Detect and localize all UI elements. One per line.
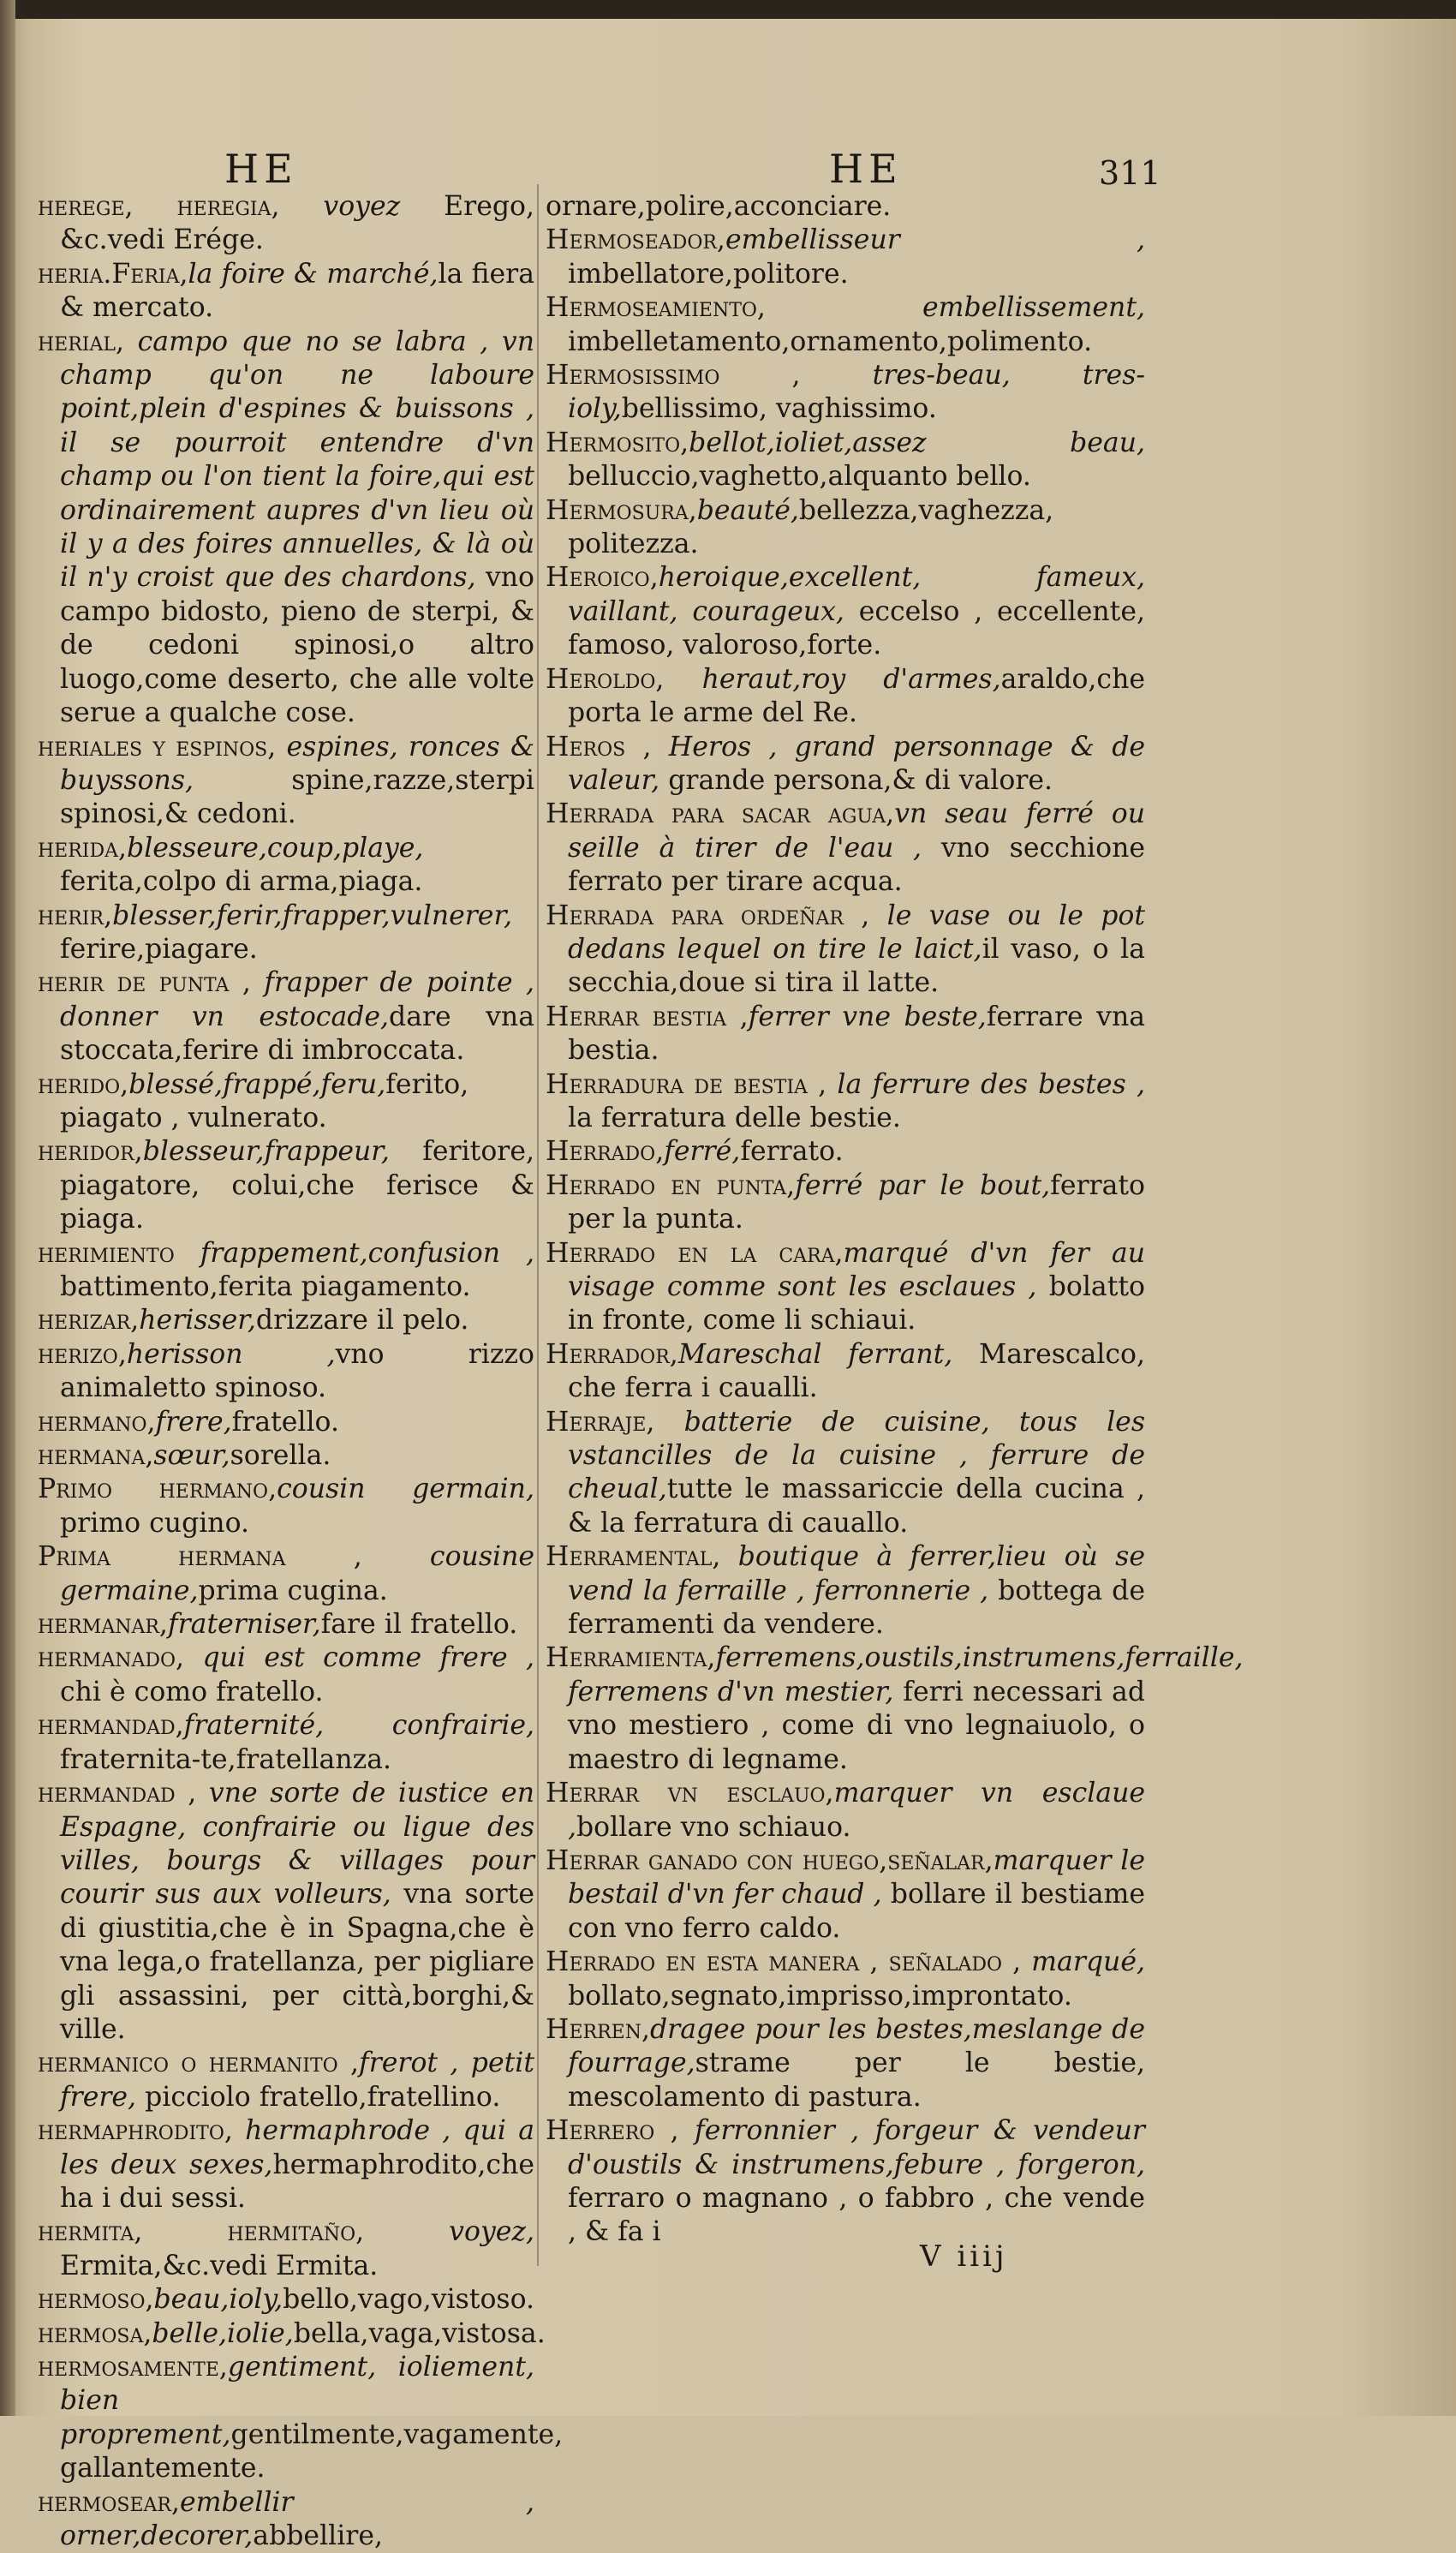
entry-french: espines, ronces & buyssons, — [60, 731, 534, 796]
entry-italian: Marescalco, che ferra i caualli. — [568, 1338, 1145, 1404]
dictionary-entry — [38, 1135, 534, 1236]
entry-french: ferré par le bout, — [795, 1169, 1051, 1201]
entry-french: embellisseur , — [725, 224, 1145, 256]
entry-italian: bellissimo, vaghissimo. — [621, 393, 937, 425]
dictionary-entry — [38, 1068, 534, 1136]
entry-italian: belluccio,vaghetto,alquanto bello. — [568, 461, 1031, 493]
dictionary-entry — [546, 1641, 1244, 1777]
entry-italian: prima cugina. — [198, 1575, 388, 1606]
column-divider — [537, 184, 539, 2266]
entry-italian: araldo,che porta le arme del Re. — [568, 663, 1145, 729]
entry-italian: vno campo bidosto, pieno de sterpi, & de cedoni spinosi,o altro luogo,come deserto, che alle volte serue a qualche cose. — [60, 562, 535, 729]
entry-french: voyez, — [364, 2216, 534, 2248]
entry-french: cousine germaine, — [60, 1541, 534, 1606]
entry-headword: herial, — [38, 326, 125, 357]
entry-italian: ferito, piagato , vulnerato. — [60, 1068, 469, 1133]
entry-italian: sorella. — [230, 1440, 331, 1472]
entry-french: marquer vn esclaue , — [568, 1778, 1145, 1843]
dictionary-entry — [38, 832, 534, 900]
entry-french: fraternité, confrairie, — [183, 1710, 534, 1742]
entry-italian: la fiera & mercato. — [60, 258, 535, 324]
entry-italian: spine,razze,sterpi spinosi,& cedoni. — [60, 764, 534, 830]
dictionary-entry — [546, 1068, 1145, 1136]
entry-french: Heros , grand personnage & de valeur, — [568, 731, 1146, 796]
entry-headword: Heroldo, — [546, 663, 665, 695]
entry-italian: ornare,polire,acconciare. — [546, 191, 892, 222]
entry-italian: bollare il bestiame con vno ferro caldo. — [568, 1879, 1145, 1944]
entry-italian: imbellatore,politore. — [568, 258, 849, 290]
dictionary-entry — [38, 2283, 534, 2317]
entry-headword: hermandad, — [38, 1710, 184, 1742]
entry-italian: la ferratura delle bestie. — [568, 1102, 901, 1133]
entry-italian: vno rizzo animaletto spinoso. — [60, 1338, 534, 1404]
entry-headword: Hermosissimo , — [546, 360, 801, 392]
entry-headword: Herrado en punta, — [546, 1169, 796, 1201]
entry-french: belle,iolie, — [152, 2317, 294, 2349]
dictionary-entry — [38, 1641, 534, 1709]
entry-italian: bollare vno schiauo. — [576, 1811, 851, 1843]
entry-headword: Primo hermano, — [38, 1474, 277, 1505]
entry-headword: heria.Feria, — [38, 258, 188, 290]
entry-italian: grande persona,& di valore. — [659, 764, 1053, 796]
entry-italian: imbelletamento,ornamento,polimento. — [568, 326, 1093, 357]
entry-headword: Herraje, — [546, 1406, 655, 1438]
entry-headword: Herradura de bestia , — [546, 1068, 827, 1100]
entry-headword: Heros , — [546, 731, 652, 762]
entry-italian: vna sorte di giustitia,che è in Spagna,che è vna lega,o fratellanza, per pigliare gli assassini, per città,borghi,& ville. — [60, 1879, 534, 2045]
entry-headword: hermosa, — [38, 2317, 152, 2349]
dictionary-entry — [38, 190, 534, 258]
entry-italian: picciolo fratello,fratellino. — [136, 2081, 501, 2113]
dictionary-entry — [38, 900, 534, 967]
dictionary-entry — [546, 1540, 1145, 1641]
entry-headword: Herrado en la cara, — [546, 1237, 844, 1269]
entry-headword: hermano, — [38, 1406, 156, 1438]
dictionary-entry — [38, 2215, 534, 2283]
dictionary-entry — [546, 798, 1145, 899]
page-number: 311 — [1099, 154, 1161, 192]
entry-headword: hermanico o hermanito , — [38, 2048, 360, 2079]
entry-italian: abbellire, — [253, 2520, 383, 2552]
entry-french: heroique,excellent, fameux, vaillant, courageux, — [568, 562, 1145, 627]
entry-headword: heridor, — [38, 1136, 143, 1168]
entry-italian: ferita,colpo di arma,piaga. — [60, 866, 423, 898]
dictionary-entry — [546, 1777, 1145, 1844]
entry-french: beau,ioly, — [153, 2284, 283, 2316]
entry-french: Mareschal ferrant, — [677, 1338, 953, 1370]
dictionary-entry — [546, 1169, 1145, 1237]
entry-french: ferremens,oustils,instrumens,ferraille, ferremens d'vn mestier, — [568, 1642, 1244, 1707]
entry-italian: eccelso , eccellente, famoso, valoroso,forte. — [568, 595, 1145, 661]
entry-french: boutique à ferrer,lieu où se vend la ferraille , ferronnerie , — [568, 1541, 1145, 1606]
entry-headword: Herramental, — [546, 1541, 721, 1573]
entry-headword: Hermoseamiento, — [546, 292, 766, 324]
entry-french: bellot,ioliet,assez beau, — [689, 427, 1145, 458]
dictionary-entry — [546, 359, 1145, 427]
entry-italian: bellezza,vaghezza, politezza. — [568, 494, 1054, 560]
entry-french: blesseur,frappeur, — [142, 1136, 390, 1168]
dictionary-entry — [38, 731, 534, 832]
entry-italian: ferrare vna bestia. — [568, 1001, 1146, 1067]
entry-french: batterie de cuisine, tous les vstancilles de la cuisine , ferrure de cheual, — [568, 1406, 1145, 1505]
dictionary-entry — [546, 561, 1145, 662]
entry-italian: bello,vago,vistoso. — [283, 2284, 535, 2316]
entry-headword: hermana, — [38, 1440, 154, 1472]
entry-french: campo que no se labra , vn champ qu'on ne laboure point,plein d'espines & buissons , il se pourroit entendre d'vn champ ou l'on tient la foire,qui est ordinairement aupres d'vn lieu où il y a des foires annuelles, & là où il n'y croist que des chardons, — [60, 326, 534, 594]
entry-italian: strame per le bestie, mescolamento di pastura. — [568, 2048, 1145, 2113]
dictionary-entry — [546, 2114, 1145, 2250]
entry-headword: herido, — [38, 1068, 129, 1100]
entry-french: marquer le bestail d'vn fer chaud , — [568, 1844, 1146, 1910]
entry-headword: herimiento — [38, 1237, 175, 1269]
dictionary-entry — [38, 1540, 534, 1608]
entry-headword: Herrar vn esclauo, — [546, 1778, 834, 1809]
entry-french: ferronnier , forgeur & vendeur d'oustils & instrumens,febure , forgeron, — [568, 2115, 1145, 2180]
dictionary-entry — [546, 224, 1145, 291]
dictionary-entry — [546, 1946, 1145, 2013]
entry-headword: hermoso, — [38, 2284, 154, 2316]
entry-italian: bella,vaga,vistosa. — [293, 2317, 546, 2349]
entry-french: heraut,roy d'armes, — [664, 663, 1001, 695]
entry-headword: hermanado, — [38, 1642, 185, 1674]
entry-headword: Herrada para ordeñar , — [546, 900, 870, 931]
entry-french: sœur, — [153, 1440, 230, 1472]
dictionary-entry — [546, 1001, 1145, 1068]
entry-italian: battimento,ferita piagamento. — [60, 1271, 471, 1302]
entry-italian: il vaso, o la secchia,doue si tira il latte. — [568, 933, 1145, 999]
entry-headword: Herrar bestia , — [546, 1001, 749, 1032]
entry-headword: herir de punta , — [38, 967, 251, 999]
entry-italian: ferraro o magnano , o fabbro , che vende , & fa i — [568, 2182, 1145, 2248]
entry-headword: Herrado, — [546, 1136, 665, 1168]
dictionary-entry — [546, 1406, 1145, 1541]
dictionary-entry — [546, 494, 1145, 562]
dictionary-entry — [38, 2047, 534, 2114]
dictionary-entry — [38, 1439, 534, 1473]
dictionary-entry — [38, 258, 534, 326]
entry-french: voyez — [279, 191, 401, 222]
entry-headword: Herrada para sacar agua, — [546, 798, 895, 830]
dictionary-entry — [38, 1473, 534, 1540]
entry-french: qui est comme frere , — [184, 1642, 534, 1674]
entry-french: hermaphrode , qui a les deux sexes, — [60, 2115, 534, 2180]
dictionary-entry — [38, 1237, 534, 1305]
entry-french: le vase ou le pot dedans lequel on tire le laict, — [568, 900, 1145, 965]
dictionary-entry — [38, 1777, 534, 2047]
entry-italian: ferrato. — [740, 1136, 844, 1168]
entry-french: blesser,ferir,frapper,vulnerer, — [112, 900, 513, 931]
entry-italian: bollato,segnato,imprisso,improntato. — [568, 1980, 1072, 2012]
entry-italian: tutte le massariccie della cucina , & la ferratura di cauallo. — [568, 1474, 1145, 1539]
dictionary-entry — [38, 2317, 546, 2351]
entry-italian: ferrato per la punta. — [568, 1169, 1145, 1235]
entry-headword: hermosamente, — [38, 2352, 228, 2383]
entry-headword: Herren, — [546, 2013, 650, 2045]
entry-headword: hermandad , — [38, 1778, 197, 1809]
dictionary-entry — [38, 2351, 564, 2486]
dictionary-entry — [546, 900, 1145, 1001]
dictionary-entry — [546, 1135, 1145, 1169]
left-column — [38, 190, 564, 2553]
right-column — [546, 190, 1244, 2250]
dictionary-entry — [38, 1338, 534, 1406]
dictionary-entry — [38, 966, 534, 1067]
dictionary-entry — [38, 2486, 534, 2553]
entry-french: blessé,frappé,feru, — [128, 1068, 386, 1100]
entry-french: frerot , petit frere, — [60, 2048, 534, 2113]
entry-italian: Erego, &c.vedi Erége. — [60, 191, 534, 256]
entry-headword: Heroico, — [546, 562, 659, 594]
entry-french: herisser, — [139, 1305, 256, 1336]
entry-italian: bottega de ferramenti da vendere. — [568, 1575, 1145, 1641]
entry-headword: Herrar ganado con huego,señalar, — [546, 1844, 994, 1876]
entry-french: frappement,confusion , — [174, 1237, 534, 1269]
entry-italian: fare il fratello. — [320, 1609, 518, 1641]
entry-italian: vno secchione ferrato per tirare acqua. — [568, 832, 1145, 898]
entry-headword: Hermoseador, — [546, 224, 725, 256]
entry-french: herisson , — [126, 1338, 336, 1370]
entry-headword: hermita, hermitaño, — [38, 2216, 365, 2248]
page-gutter — [0, 0, 15, 2416]
entry-french: dragee pour les bestes,meslange de fourrage, — [568, 2013, 1145, 2079]
entry-headword: hermaphrodito, — [38, 2115, 233, 2147]
entry-italian: gentilmente,vagamente, gallantemente. — [60, 2418, 564, 2484]
entry-headword: hermanar, — [38, 1609, 168, 1641]
entry-italian: chi è como fratello. — [60, 1676, 324, 1707]
running-head-left: HE — [224, 146, 298, 192]
entry-headword: Prima hermana , — [38, 1541, 362, 1573]
entry-italian: drizzare il pelo. — [255, 1305, 469, 1336]
entry-french: cousin germain, — [277, 1474, 534, 1505]
entry-headword: herida, — [38, 832, 128, 864]
entry-italian: feritore, piagatore, colui,che ferisce & piaga. — [60, 1136, 534, 1235]
scan-edge — [0, 0, 1456, 19]
entry-italian: ferri necessari ad vno mestiero , come di vno legnaiuolo, o maestro di legname. — [568, 1676, 1145, 1775]
signature-mark: V iiij — [920, 2239, 1008, 2274]
entry-headword: herir, — [38, 900, 113, 931]
entry-french: embellissement, — [765, 292, 1145, 324]
entry-french: fraterniser, — [167, 1609, 321, 1641]
dictionary-entry — [546, 1338, 1145, 1406]
dictionary-entry — [38, 1406, 534, 1439]
entry-headword: herizo, — [38, 1338, 127, 1370]
dictionary-entry — [546, 2013, 1145, 2114]
running-head-right: HE — [829, 146, 903, 192]
dictionary-entry — [546, 1844, 1145, 1946]
entry-headword: Herrero , — [546, 2115, 679, 2147]
entry-french: frere, — [155, 1406, 232, 1438]
entry-italian: hermaphrodito,che ha i dui sessi. — [60, 2149, 534, 2214]
dictionary-entry — [546, 190, 1145, 224]
entry-italian: dare vna stoccata,ferire di imbroccata. — [60, 1001, 534, 1067]
entry-italian: fraternita-te,fratellanza. — [60, 1743, 392, 1775]
dictionary-entry — [38, 2114, 534, 2215]
entry-headword: Herrador, — [546, 1338, 678, 1370]
entry-french: marqué d'vn fer au visage comme sont les esclaues , — [568, 1237, 1145, 1302]
entry-french: tres-beau, tres-ioly, — [568, 360, 1146, 425]
entry-french: la ferrure des bestes , — [826, 1068, 1145, 1100]
entry-italian: bolatto in fronte, come li schiaui. — [568, 1271, 1145, 1336]
dictionary-entry — [546, 427, 1145, 494]
entry-headword: Herrado en esta manera , señalado , — [546, 1946, 1022, 1978]
entry-headword: Hermosura, — [546, 494, 697, 526]
entry-french: embellir , orner,decorer, — [60, 2486, 534, 2552]
entry-french: frapper de pointe , donner vn estocade, — [60, 967, 535, 1032]
entry-french: ferrer vne beste, — [748, 1001, 987, 1032]
dictionary-entry — [546, 731, 1145, 798]
entry-french: la foire & marché, — [188, 258, 439, 290]
entry-italian: primo cugino. — [60, 1507, 250, 1539]
entry-headword: heriales y espinos, — [38, 731, 277, 762]
dictionary-entry — [38, 326, 534, 731]
entry-headword: Hermosito, — [546, 427, 689, 458]
entry-french: gentiment, ioliement, bien proprement, — [60, 2352, 534, 2450]
dictionary-entry — [38, 1304, 534, 1337]
entry-french: vne sorte de iustice en Espagne, confrairie ou ligue des villes, bourgs & villages pour courir sus aux volleurs, — [60, 1778, 534, 1910]
entry-italian: ferire,piagare. — [60, 933, 258, 965]
entry-italian: Ermita,&c.vedi Ermita. — [60, 2250, 379, 2281]
entry-headword: hermosear, — [38, 2486, 180, 2518]
entry-french: marqué, — [1021, 1946, 1145, 1978]
dictionary-entry — [546, 291, 1145, 359]
dictionary-entry — [546, 663, 1145, 731]
entry-french: vn seau ferré ou seille à tirer de l'eau , — [568, 798, 1145, 864]
entry-french: ferré, — [664, 1136, 741, 1168]
entry-french: beauté, — [696, 494, 799, 526]
entry-headword: herege, heregia, — [38, 191, 280, 222]
dictionary-entry — [38, 1608, 534, 1641]
entry-headword: Herramienta, — [546, 1642, 716, 1674]
dictionary-entry — [546, 1237, 1145, 1338]
entry-french: blesseure,coup,playe, — [127, 832, 424, 864]
dictionary-entry — [38, 1709, 534, 1777]
entry-headword: herizar, — [38, 1305, 140, 1336]
entry-italian: fratello. — [231, 1406, 339, 1438]
